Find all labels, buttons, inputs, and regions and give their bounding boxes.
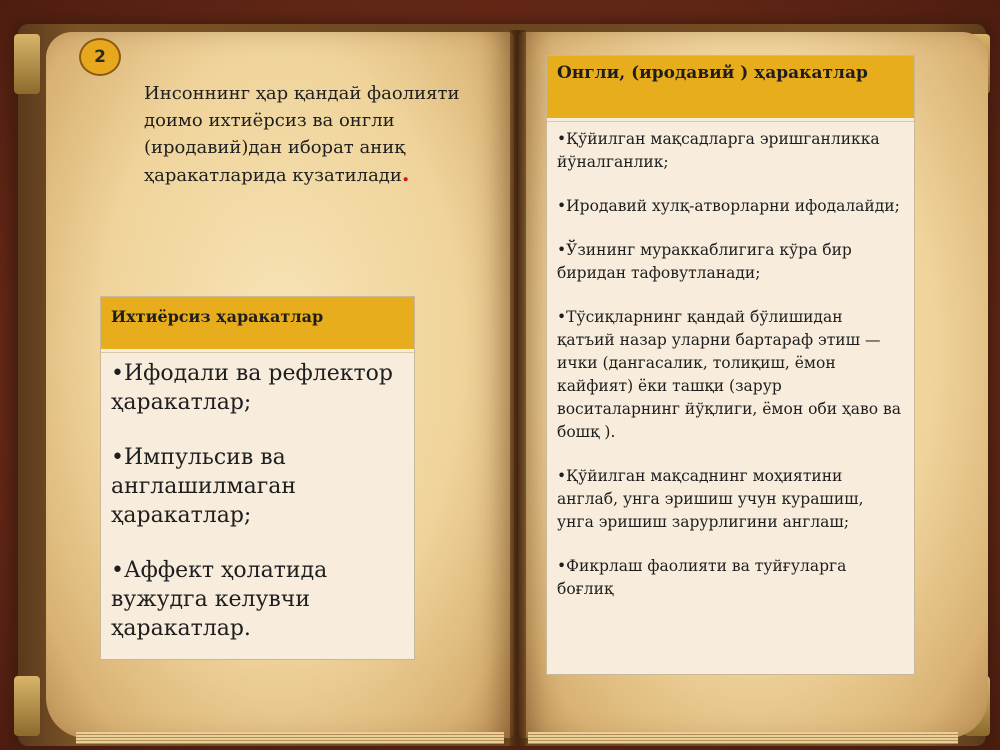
voluntary-actions-list bbox=[547, 122, 914, 601]
slide-number: 2 bbox=[94, 47, 106, 67]
list-item: •Аффект ҳолатида вужудга келувчи ҳаракатлар. bbox=[111, 558, 328, 641]
left-page-edges bbox=[76, 732, 504, 744]
book-gutter bbox=[510, 30, 526, 746]
involuntary-actions-title: Ихтиёрсиз ҳаракатлар bbox=[101, 297, 414, 349]
list-item: •Иродавий хулқ-атворларни ифодалайди; bbox=[557, 197, 900, 215]
list-item: •Ифодали ва рефлектор ҳаракатлар; bbox=[111, 361, 393, 415]
list-item: •Ўзининг мураккаблигига кўра бир биридан тафовутланади; bbox=[557, 241, 852, 282]
cover-corner-bottom-left bbox=[14, 676, 40, 736]
involuntary-actions-box bbox=[100, 296, 415, 660]
list-item: •Тўсиқларнинг қандай бўлишидан қатъий назар уларни бартараф этиш — ички (дангасалик, толиқиш, ёмон кайфият) ёки ташқи (зарур воситаларнинг йўқлиги, ёмон оби ҳаво ва бошқ ). bbox=[557, 308, 901, 441]
intro-text: Инсоннинг ҳар қандай фаолияти доимо ихтиёрсиз ва онгли (иродавий)дан иборат аниқ ҳаракатларида кузатилади bbox=[144, 83, 460, 186]
list-item: •Импульсив ва англашилмаган ҳаракатлар; bbox=[111, 445, 297, 528]
list-item: •Фикрлаш фаолияти ва туйғуларга боғлиқ bbox=[557, 557, 847, 598]
cover-corner-top-left bbox=[14, 34, 40, 94]
list-item: •Қўйилган мақсаднинг моҳиятини англаб, унга эришиш учун курашиш, унга эришиш зарурлигини англаш; bbox=[557, 467, 864, 531]
intro-end-mark: . bbox=[401, 161, 410, 187]
involuntary-actions-list bbox=[101, 353, 414, 643]
right-page-edges bbox=[528, 732, 958, 744]
list-item: •Қўйилган мақсадларга эришганликка йўналганлик; bbox=[557, 130, 880, 171]
slide-number-badge bbox=[79, 38, 121, 76]
intro-paragraph bbox=[144, 80, 464, 189]
voluntary-actions-box bbox=[546, 55, 915, 675]
voluntary-actions-title: Онгли, (иродавий ) ҳаракатлар bbox=[547, 56, 914, 118]
